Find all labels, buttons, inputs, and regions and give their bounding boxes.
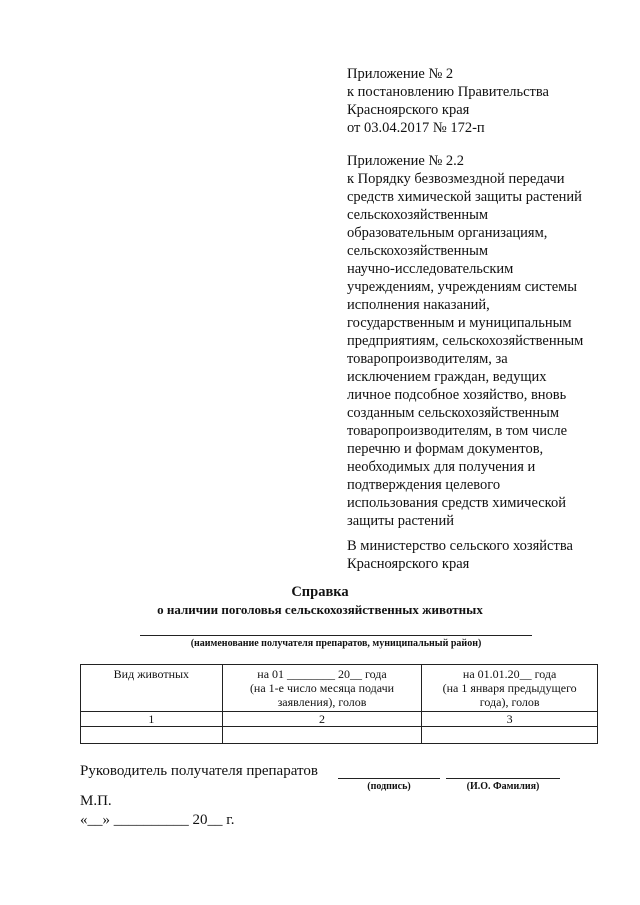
header-text: на 01 ________ 20__ года: [257, 667, 387, 681]
appendix-sub-line: перечню и формам документов,: [347, 441, 544, 457]
appendix-sub-line: товаропроизводителям, в том числе: [347, 423, 568, 439]
appendix-sub-line: товаропроизводителям, за: [347, 351, 508, 367]
appendix-header-line: от 03.04.2017 № 172-п: [347, 120, 485, 136]
appendix-sub-line: предприятиям, сельскохозяйственным: [347, 333, 584, 349]
appendix-sub-line: образовательным организациям,: [347, 225, 548, 241]
appendix-sub-line: созданным сельскохозяйственным: [347, 405, 560, 421]
appendix-header-line: к постановлению Правительства: [347, 84, 549, 100]
table-number-row: [81, 712, 598, 727]
appendix-sub-line: необходимых для получения и: [347, 459, 536, 475]
appendix-sub-line: научно-исследовательским: [347, 261, 514, 277]
header-current-date: [222, 665, 422, 712]
appendix-sub-line: личное подсобное хозяйство, вновь: [347, 387, 567, 403]
appendix-sub-line: средств химической защиты растений: [347, 189, 582, 205]
appendix-sub-line: исключением граждан, ведущих: [347, 369, 547, 385]
header-text: на 01.01.20__ года: [462, 667, 557, 681]
addressee-line: В министерство сельского хозяйства: [347, 538, 573, 554]
appendix-sub-line: Приложение № 2.2: [347, 153, 465, 169]
appendix-header-line: Красноярского края: [347, 102, 470, 118]
signature-caption: (подпись): [367, 781, 411, 792]
header-text: Вид животных: [113, 667, 190, 681]
header-previous-year: [422, 665, 598, 712]
header-text: года), голов: [479, 695, 540, 709]
date-line: «__» __________ 20__ г.: [80, 812, 235, 828]
header-text: (на 1-е число месяца подачи: [249, 681, 395, 695]
recipient-caption: (наименование получателя препаратов, муниципальный район): [190, 638, 482, 649]
table-cell[interactable]: [81, 727, 223, 744]
appendix-sub-line: сельскохозяйственным: [347, 243, 489, 259]
appendix-sub-line: государственным и муниципальным: [347, 315, 572, 331]
stamp-label: М.П.: [80, 793, 112, 809]
appendix-header-line: Приложение № 2: [347, 66, 454, 82]
header-text: заявления), голов: [277, 695, 367, 709]
signatory-label: Руководитель получателя препаратов: [80, 763, 318, 779]
document-title: Справка: [291, 584, 349, 600]
table-row[interactable]: [81, 727, 598, 744]
header-animal-type: [81, 665, 223, 712]
header-text: (на 1 января предыдущего: [442, 681, 577, 695]
table-cell[interactable]: [222, 727, 422, 744]
appendix-sub-line: защиты растений: [347, 513, 454, 529]
appendix-sub-line: сельскохозяйственным: [347, 207, 489, 223]
column-number: 3: [422, 712, 598, 727]
recipient-name-line[interactable]: [140, 635, 532, 636]
column-number: 2: [222, 712, 422, 727]
name-line[interactable]: [446, 778, 560, 779]
appendix-sub-line: к Порядку безвозмездной передачи: [347, 171, 565, 187]
table-header-row: [81, 665, 598, 712]
document-subtitle: о наличии поголовья сельскохозяйственных животных: [157, 602, 483, 617]
appendix-sub-line: учреждениям, учреждениям системы: [347, 279, 578, 295]
appendix-sub-line: исполнения наказаний,: [347, 297, 490, 313]
appendix-sub-line: подтверждения целевого: [347, 477, 501, 493]
livestock-table: [80, 664, 598, 744]
appendix-sub-line: использования средств химической: [347, 495, 567, 511]
addressee-line: Красноярского края: [347, 556, 470, 572]
name-caption: (И.О. Фамилия): [466, 781, 540, 792]
column-number: 1: [81, 712, 223, 727]
signature-line[interactable]: [338, 778, 440, 779]
table-cell[interactable]: [422, 727, 598, 744]
